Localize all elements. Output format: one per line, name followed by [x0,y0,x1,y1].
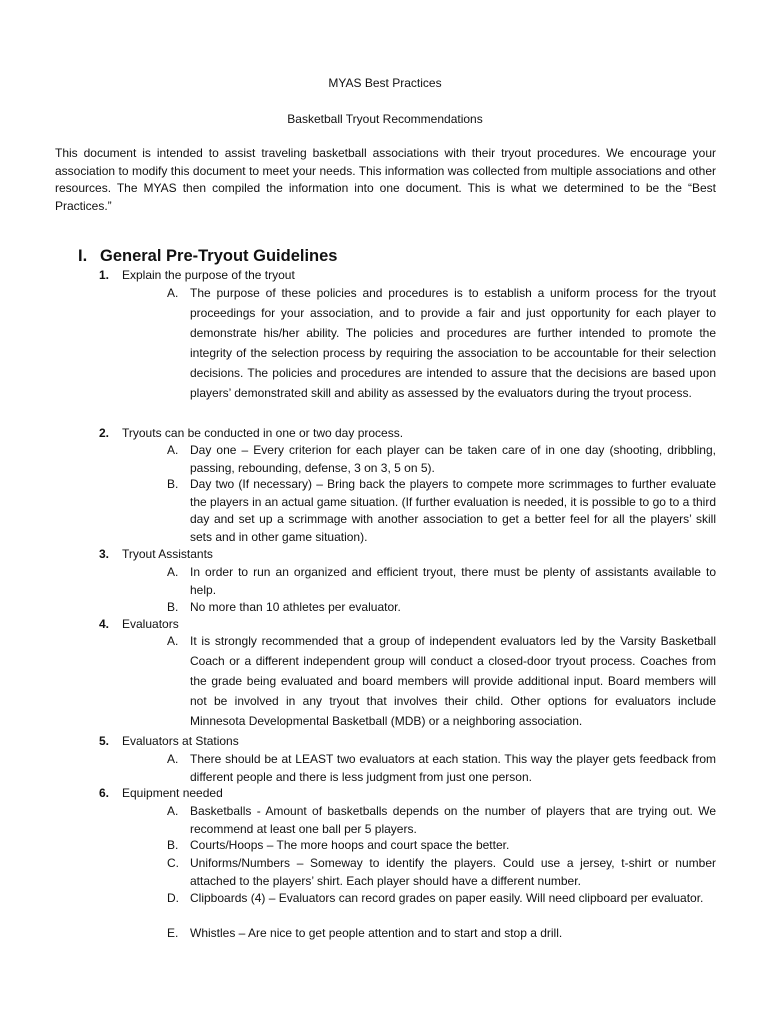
item-label: Tryouts can be conducted in one or two day process. [122,426,404,440]
item-number: 5. [99,734,110,748]
sub-letter: A. [167,286,179,300]
sub-letter: A. [167,804,179,818]
sub-text: Whistles – Are nice to get people attention and to start and stop a drill. [190,926,563,940]
sub-letter: D. [167,891,179,905]
item-number: 4. [99,617,110,631]
item-label: Equipment needed [122,786,223,800]
item-label: Tryout Assistants [122,547,213,561]
sub-text: Courts/Hoops – The more hoops and court space the better. [190,838,510,852]
sub-letter: A. [167,443,179,457]
sub-text: Basketballs - Amount of basketballs depends on the number of players that are trying out. We recommend at least one ball per 5 players. [190,804,716,836]
sub-text: Day one – Every criterion for each player can be taken care of in one day (shooting, dribbling, passing, rebounding, defense, 3 on 3, 5 on 5). [190,443,716,475]
section-numeral: I. [78,247,88,265]
sub-letter: B. [167,838,179,852]
item-label: Explain the purpose of the tryout [122,268,295,282]
sub-letter: A. [167,752,179,766]
item-label: Evaluators [122,617,179,631]
sub-text: No more than 10 athletes per evaluator. [190,600,401,614]
sub-text: In order to run an organized and efficient tryout, there must be plenty of assistants available to help. [190,565,716,597]
sub-letter: B. [167,600,179,614]
sub-letter: E. [167,926,179,940]
sub-text: There should be at LEAST two evaluators at each station. This way the player gets feedback from different people and there is less judgment from just one person. [190,752,716,784]
item-label: Evaluators at Stations [122,734,239,748]
item-number: 3. [99,547,110,561]
document-subtitle: Basketball Tryout Recommendations [287,112,483,126]
sub-letter: A. [167,565,179,579]
intro-paragraph: This document is intended to assist traveling basketball associations with their tryout procedures. We encourage your association to modify this document to meet your needs. This information was collected from multiple associations and other resources. The MYAS then compiled the information into one document. This is what we determined to be the “Best Practices.” [55,146,716,213]
item-number: 2. [99,426,110,440]
sub-letter: B. [167,477,179,491]
sub-letter: C. [167,856,179,870]
section-title: General Pre-Tryout Guidelines [100,247,338,265]
sub-text: The purpose of these policies and procedures is to establish a uniform process for the tryout proceedings for your association, and to provide a fair and just opportunity for each player to demonstrate his/her ability. The policies and procedures are further intended to promote the integrity of the selection process by requiring the association to be accountable for their selection decisions. The policies and procedures are intended to assure that the decisions are based upon players’ demonstrated skill and ability as assessed by the evaluators during the tryout process. [190,286,716,400]
document-title: MYAS Best Practices [328,76,442,90]
sub-letter: A. [167,634,179,648]
sub-text: It is strongly recommended that a group of independent evaluators led by the Varsity Basketball Coach or a different independent group will conduct a closed-door tryout process. Coaches from the grade being evaluated and board members will provide additional input. Board members will not be involved in any tryout that involves their child. Other options for evaluators include Minnesota Developmental Basketball (MDB) or a neighboring association. [190,634,716,728]
item-number: 6. [99,786,110,800]
sub-text: Day two (If necessary) – Bring back the players to compete more scrimmages to further evaluate the players in an actual game situation. (If further evaluation is needed, it is possible to go to a third day and set up a scrimmage with another association to get a better feel for all the players’ skill sets and in other game situation). [190,477,716,544]
section-heading [78,247,338,266]
item-number: 1. [99,268,110,282]
sub-text: Uniforms/Numbers – Someway to identify the players. Could use a jersey, t-shirt or number attached to the players’ shirt. Each player should have a different number. [190,856,716,888]
sub-text: Clipboards (4) – Evaluators can record grades on paper easily. Will need clipboard per evaluator. [190,891,704,905]
